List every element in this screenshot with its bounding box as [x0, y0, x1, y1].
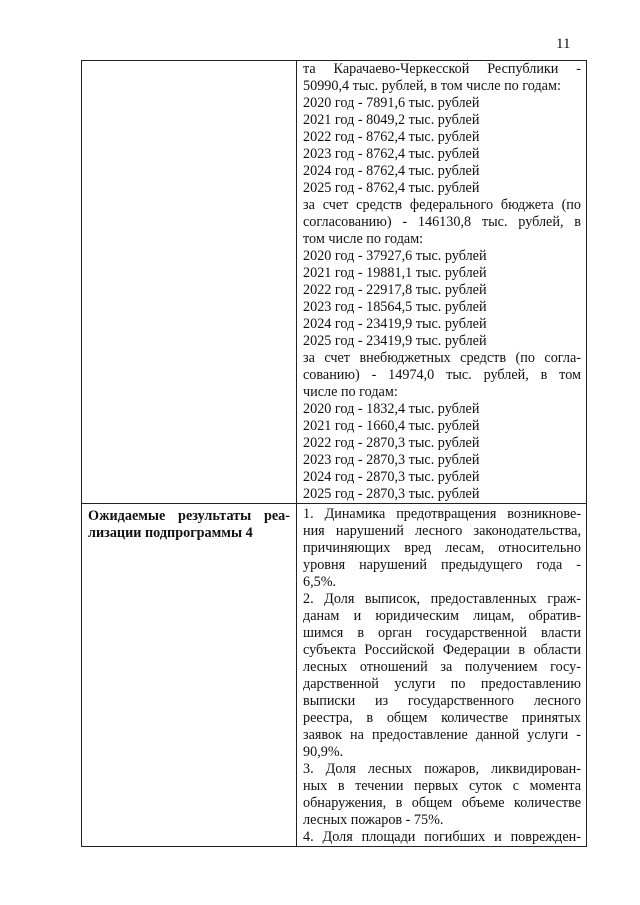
text-line: субъекта Российской Федерации в области	[303, 642, 581, 658]
row2-value-cell	[297, 504, 587, 847]
text-line: уровня нарушений предыдущего года -	[303, 557, 581, 573]
text-line: 2024 год - 8762,4 тыс. рублей	[303, 163, 480, 179]
text-line: лизации подпрограммы 4	[88, 525, 253, 541]
table-row-expected-results	[82, 504, 587, 847]
text-line: заявок на предоставление данной услуги -	[303, 727, 581, 743]
row1-value-cell	[297, 61, 587, 504]
row1-label	[82, 61, 296, 65]
expected-results-text	[297, 504, 586, 846]
text-line: ния нарушений лесного законодательства,	[303, 523, 581, 539]
text-line: числе по годам:	[303, 384, 398, 400]
text-line: 2020 год - 7891,6 тыс. рублей	[303, 95, 480, 111]
text-line: 2020 год - 37927,6 тыс. рублей	[303, 248, 487, 264]
text-line: 2024 год - 23419,9 тыс. рублей	[303, 316, 487, 332]
text-line: сованию) - 14974,0 тыс. рублей, в том	[303, 367, 581, 383]
text-line: за счет средств федерального бюджета (по	[303, 197, 581, 213]
text-line: ных в течении первых суток с момента	[303, 778, 581, 794]
text-line: 2023 год - 2870,3 тыс. рублей	[303, 452, 480, 468]
text-line: реестра, в общем количестве принятых	[303, 710, 581, 726]
text-line: лесных пожаров - 75%.	[303, 812, 444, 828]
text-line: шимся в орган государственной власти	[303, 625, 581, 641]
subprogram-table	[81, 60, 587, 847]
text-line: дарственной услуги по предоставлению	[303, 676, 581, 692]
text-line: та Карачаево-Черкесской Республики -	[303, 61, 581, 77]
text-line: 90,9%.	[303, 744, 344, 760]
text-line: 2020 год - 1832,4 тыс. рублей	[303, 401, 480, 417]
text-line: согласованию) - 146130,8 тыс. рублей, в	[303, 214, 581, 230]
text-line: выписки из государственного лесного	[303, 693, 581, 709]
text-line: 3. Доля лесных пожаров, ликвидирован-	[303, 761, 581, 777]
row2-label-cell	[82, 504, 297, 847]
text-line: том числе по годам:	[303, 231, 424, 247]
text-line: 2021 год - 8049,2 тыс. рублей	[303, 112, 480, 128]
text-line: 50990,4 тыс. рублей, в том числе по годам:	[303, 78, 561, 94]
text-line: 2024 год - 2870,3 тыс. рублей	[303, 469, 480, 485]
text-line: 2021 год - 19881,1 тыс. рублей	[303, 265, 487, 281]
text-line: 2021 год - 1660,4 тыс. рублей	[303, 418, 480, 434]
text-line: 2025 год - 8762,4 тыс. рублей	[303, 180, 480, 196]
page-number: 11	[556, 36, 571, 52]
text-line: 2022 год - 2870,3 тыс. рублей	[303, 435, 480, 451]
text-line: обнаружения, в общем объеме количестве	[303, 795, 581, 811]
text-line: 2023 год - 8762,4 тыс. рублей	[303, 146, 480, 162]
table-row-funding	[82, 61, 587, 504]
text-line: 4. Доля площади погибших и поврежден-	[303, 829, 581, 845]
text-line: лесных отношений за получением госу-	[303, 659, 581, 675]
text-line: 2025 год - 23419,9 тыс. рублей	[303, 333, 487, 349]
text-line: за счет внебюджетных средств (по согла-	[303, 350, 581, 366]
text-line: Ожидаемые результаты реа-	[88, 508, 290, 524]
row1-label-cell	[82, 61, 297, 504]
text-line: 6,5%.	[303, 574, 337, 590]
funding-text	[297, 61, 586, 503]
expected-results-label	[82, 504, 296, 542]
text-line: 2022 год - 22917,8 тыс. рублей	[303, 282, 487, 298]
text-line: 2. Доля выписок, предоставленных граж-	[303, 591, 581, 607]
text-line: данам и юридическим лицам, обратив-	[303, 608, 581, 624]
text-line: 2022 год - 8762,4 тыс. рублей	[303, 129, 480, 145]
text-line: 2025 год - 2870,3 тыс. рублей	[303, 486, 480, 502]
text-line: 2023 год - 18564,5 тыс. рублей	[303, 299, 487, 315]
text-line: причиняющих вред лесам, относительно	[303, 540, 581, 556]
text-line: 1. Динамика предотвращения возникнове-	[303, 506, 581, 522]
